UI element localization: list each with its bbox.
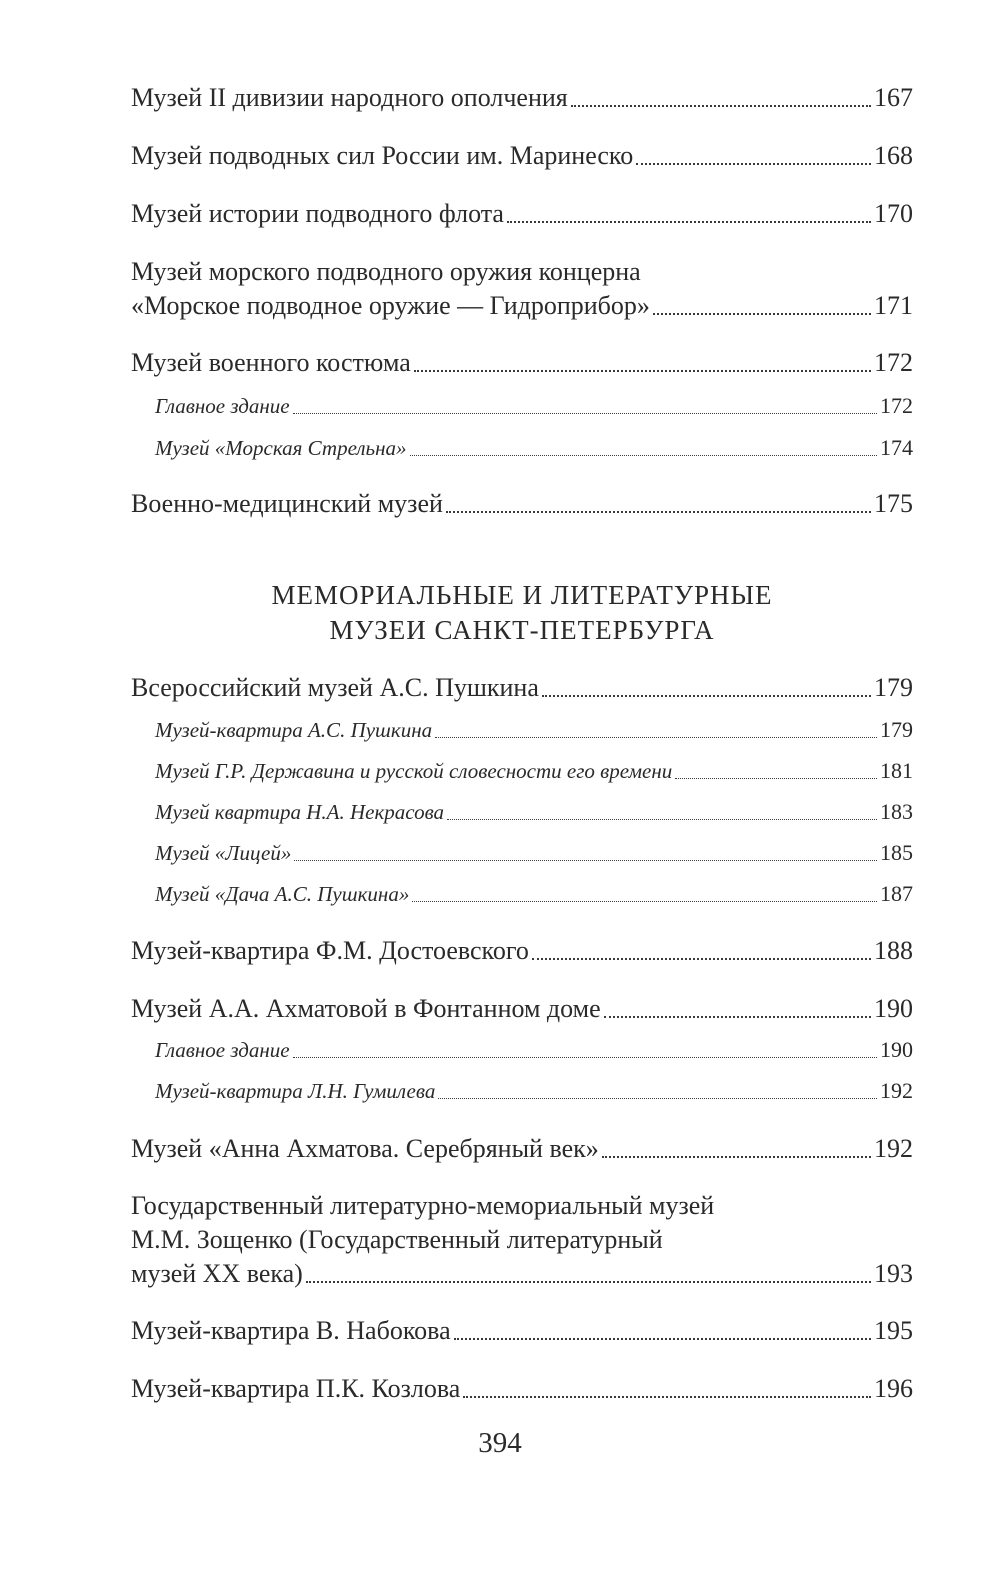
- entry-page: 190: [880, 1037, 913, 1062]
- toc-entry: [131, 671, 913, 705]
- entry-title: Музей подводных сил России им. Маринеско: [131, 141, 634, 170]
- entry-page: 179: [874, 673, 913, 702]
- entry-title: Музей II дивизии народного ополчения: [131, 83, 568, 112]
- dot-leader: [412, 901, 877, 902]
- entry-page: 190: [874, 994, 913, 1023]
- dot-leader: [306, 1281, 871, 1283]
- dot-leader: [410, 455, 877, 456]
- entry-title: Музей-квартира В. Набокова: [131, 1316, 451, 1345]
- entry-page: 171: [874, 291, 913, 320]
- dot-leader: [293, 413, 877, 414]
- entry-page: 187: [880, 881, 913, 906]
- entry-title: Музей истории подводного флота: [131, 199, 504, 228]
- dot-leader: [438, 1098, 877, 1099]
- dot-leader: [542, 695, 871, 697]
- entry-page: 175: [874, 489, 913, 518]
- entry-page: 185: [880, 840, 913, 865]
- entry-page: 193: [874, 1259, 913, 1288]
- entry-page: 172: [874, 348, 913, 377]
- dot-leader: [293, 1057, 877, 1058]
- entry-page: 179: [880, 717, 913, 742]
- entry-page: 188: [874, 936, 913, 965]
- entry-page: 192: [874, 1134, 913, 1163]
- entry-page: 172: [880, 393, 913, 418]
- toc-entry: [131, 992, 913, 1026]
- dot-leader: [532, 958, 871, 960]
- dot-leader: [571, 105, 871, 107]
- entry-title: Музей «Морская Стрельна»: [155, 436, 407, 460]
- entry-title: Музей-квартира Л.Н. Гумилева: [155, 1079, 436, 1103]
- toc-subentry: [155, 756, 913, 786]
- entry-title: музей XX века): [131, 1259, 303, 1288]
- entry-page: 174: [880, 435, 913, 460]
- entry-title: Музей-квартира П.К. Козлова: [131, 1374, 461, 1403]
- dot-leader: [294, 860, 877, 861]
- entry-title: Главное здание: [155, 394, 290, 418]
- entry-title: Музей «Дача А.С. Пушкина»: [155, 882, 410, 906]
- toc-subentry: [155, 1076, 913, 1106]
- dot-leader: [446, 511, 871, 513]
- toc-entry: [131, 1314, 913, 1348]
- entry-title: Музей А.А. Ахматовой в Фонтанном доме: [131, 994, 601, 1023]
- entry-title-line: Музей морского подводного оружия концерна: [131, 257, 641, 286]
- toc-entry: [131, 197, 913, 231]
- toc-subentry: [155, 879, 913, 909]
- entry-title: Музей военного костюма: [131, 348, 411, 377]
- toc-subentry: [155, 1035, 913, 1065]
- toc-subentry: [155, 391, 913, 421]
- dot-leader: [507, 221, 871, 223]
- dot-leader: [463, 1396, 871, 1398]
- entry-page: 170: [874, 199, 913, 228]
- dot-leader: [653, 313, 871, 315]
- entry-title: Музей-квартира А.С. Пушкина: [155, 718, 433, 742]
- toc-entry: [131, 1372, 913, 1406]
- dot-leader: [636, 163, 871, 165]
- entry-title: Всероссийский музей А.С. Пушкина: [131, 673, 539, 702]
- entry-page: 196: [874, 1374, 913, 1403]
- entry-title: Музей квартира Н.А. Некрасова: [155, 800, 445, 824]
- toc-subentry: [155, 433, 913, 463]
- toc-entry: [131, 934, 913, 968]
- entry-page: 168: [874, 141, 913, 170]
- dot-leader: [675, 778, 877, 779]
- entry-title-line: Государственный литературно-мемориальный музей: [131, 1191, 715, 1220]
- toc-subentry: [155, 838, 913, 868]
- entry-title: «Морское подводное оружие — Гидроприбор»: [131, 291, 650, 320]
- section-heading-line: МУЗЕИ САНКТ-ПЕТЕРБУРГА: [329, 615, 715, 645]
- entry-page: 167: [874, 83, 913, 112]
- toc-entry: [131, 1132, 913, 1166]
- entry-title: Музей «Лицей»: [155, 841, 292, 865]
- toc-subentry: [155, 715, 913, 745]
- toc-subentry: [155, 797, 913, 827]
- dot-leader: [447, 819, 877, 820]
- section-heading-line: МЕМОРИАЛЬНЫЕ И ЛИТЕРАТУРНЫЕ: [271, 580, 773, 610]
- toc-entry: [131, 487, 913, 521]
- entry-page: 183: [880, 799, 913, 824]
- entry-page: 192: [880, 1078, 913, 1103]
- dot-leader: [435, 737, 877, 738]
- entry-title: Музей «Анна Ахматова. Серебряный век»: [131, 1134, 599, 1163]
- toc-entry: [131, 81, 913, 115]
- entry-title-line: М.М. Зощенко (Государственный литературный: [131, 1225, 663, 1254]
- dot-leader: [602, 1156, 871, 1158]
- toc-entry: [131, 1189, 913, 1291]
- dot-leader: [414, 370, 871, 372]
- toc-entry: [131, 139, 913, 173]
- entry-page: 195: [874, 1316, 913, 1345]
- entry-title: Главное здание: [155, 1038, 290, 1062]
- dot-leader: [604, 1016, 871, 1018]
- page-number: 394: [478, 1427, 522, 1459]
- entry-title: Музей-квартира Ф.М. Достоевского: [131, 936, 529, 965]
- dot-leader: [454, 1338, 871, 1340]
- entry-title: Военно-медицинский музей: [131, 489, 443, 518]
- entry-title: Музей Г.Р. Державина и русской словесности его времени: [155, 759, 673, 783]
- toc-entry: [131, 346, 913, 380]
- section-heading: [131, 578, 913, 648]
- entry-page: 181: [880, 758, 913, 783]
- toc-entry: [131, 255, 913, 323]
